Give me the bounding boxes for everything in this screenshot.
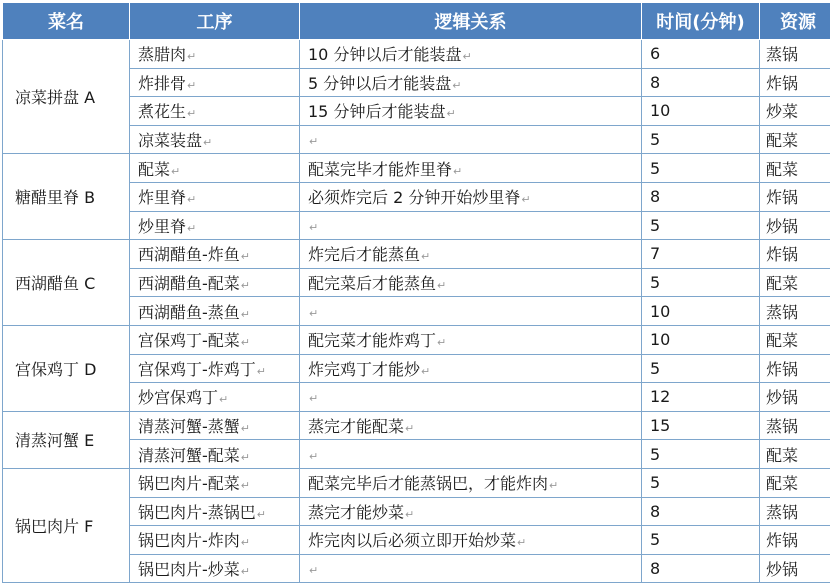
- resource-cell-text: 配菜: [766, 274, 799, 294]
- resource-cell-text: 炸锅: [766, 73, 799, 93]
- dish-name-cell: 凉菜拼盘 A: [3, 40, 130, 154]
- enter-mark-icon: ↵: [256, 507, 266, 521]
- time-cell: [642, 68, 760, 97]
- resource-cell: [760, 497, 830, 526]
- time-cell: [642, 497, 760, 526]
- enter-mark-icon: ↵: [187, 107, 197, 121]
- step-cell-text: 西湖醋鱼-配菜: [138, 274, 240, 294]
- resource-cell: [760, 383, 830, 412]
- logic-cell: [300, 182, 642, 211]
- time-cell: [642, 468, 760, 497]
- time-cell: [642, 411, 760, 440]
- step-cell: [130, 354, 300, 383]
- step-cell-text: 宫保鸡丁-炸鸡丁: [138, 359, 256, 379]
- enter-mark-icon: ↵: [309, 563, 319, 577]
- header-dish: 菜名: [3, 3, 130, 40]
- enter-mark-icon: ↵: [240, 279, 250, 293]
- enter-mark-icon: ↵: [187, 50, 197, 64]
- resource-cell: [760, 440, 830, 469]
- time-cell: [642, 125, 760, 154]
- step-cell: [130, 440, 300, 469]
- time-cell-text: 5: [650, 530, 661, 550]
- time-cell-text: 7: [650, 244, 661, 264]
- step-cell: [130, 182, 300, 211]
- enter-mark-icon: ↵: [171, 164, 181, 178]
- time-cell-text: 5: [650, 473, 661, 493]
- enter-mark-icon: ↵: [219, 393, 229, 407]
- resource-cell: [760, 297, 830, 326]
- logic-cell: [300, 440, 642, 469]
- logic-cell: [300, 526, 642, 555]
- enter-mark-icon: ↵: [437, 279, 447, 293]
- dish-name-cell: 糖醋里脊 B: [3, 154, 130, 240]
- logic-cell: [300, 468, 642, 497]
- dish-name-cell: 清蒸河蟹 E: [3, 411, 130, 468]
- time-cell-text: 8: [650, 187, 661, 207]
- step-cell-text: 西湖醋鱼-蒸鱼: [138, 302, 240, 322]
- logic-cell: [300, 125, 642, 154]
- resource-cell: [760, 125, 830, 154]
- step-cell: [130, 325, 300, 354]
- logic-cell: [300, 383, 642, 412]
- table-row: [3, 40, 830, 69]
- step-cell: [130, 411, 300, 440]
- logic-cell-text: 蒸完才能配菜: [308, 417, 405, 437]
- table-row: [3, 411, 830, 440]
- step-cell: [130, 97, 300, 126]
- step-cell: [130, 68, 300, 97]
- logic-cell: [300, 325, 642, 354]
- enter-mark-icon: ↵: [521, 193, 531, 207]
- resource-cell-text: 蒸锅: [766, 302, 799, 322]
- step-cell: [130, 297, 300, 326]
- resource-cell-text: 炸锅: [766, 359, 799, 379]
- enter-mark-icon: ↵: [453, 164, 463, 178]
- enter-mark-icon: ↵: [240, 479, 250, 493]
- dish-name-cell: 西湖醋鱼 C: [3, 240, 130, 326]
- enter-mark-icon: ↵: [421, 250, 431, 264]
- resource-cell: [760, 411, 830, 440]
- time-cell-text: 5: [650, 273, 661, 293]
- enter-mark-icon: ↵: [240, 564, 250, 578]
- resource-cell: [760, 526, 830, 555]
- enter-mark-icon: ↵: [240, 307, 250, 321]
- step-cell: [130, 125, 300, 154]
- logic-cell-text: 配完菜后才能蒸鱼: [308, 274, 437, 294]
- time-cell: [642, 325, 760, 354]
- dish-name-cell: 宫保鸡丁 D: [3, 325, 130, 411]
- resource-cell: [760, 68, 830, 97]
- step-cell-text: 炒里脊: [138, 216, 187, 236]
- table-body: [3, 40, 830, 583]
- resource-cell-text: 炒锅: [766, 216, 799, 236]
- step-cell-text: 煮花生: [138, 102, 187, 122]
- logic-cell-text: 15 分钟后才能装盘: [308, 102, 446, 122]
- resource-cell-text: 配菜: [766, 131, 799, 151]
- resource-cell: [760, 554, 830, 583]
- step-cell: [130, 468, 300, 497]
- header-row: [3, 3, 830, 40]
- step-cell-text: 炸里脊: [138, 188, 187, 208]
- enter-mark-icon: ↵: [309, 135, 319, 149]
- step-cell-text: 锅巴肉片-炒菜: [138, 559, 240, 579]
- step-cell-text: 锅巴肉片-配菜: [138, 474, 240, 494]
- resource-cell: [760, 154, 830, 183]
- header-resource: 资源: [760, 3, 830, 40]
- step-cell-text: 凉菜装盘: [138, 131, 203, 151]
- time-cell-text: 5: [650, 444, 661, 464]
- logic-cell-text: 配完菜才能炸鸡丁: [308, 331, 437, 351]
- resource-cell: [760, 97, 830, 126]
- enter-mark-icon: ↵: [240, 422, 250, 436]
- enter-mark-icon: ↵: [256, 364, 266, 378]
- logic-cell: [300, 97, 642, 126]
- resource-cell-text: 炒锅: [766, 388, 799, 408]
- resource-cell-text: 炒锅: [766, 559, 799, 579]
- time-cell-text: 15: [650, 416, 671, 436]
- enter-mark-icon: ↵: [240, 336, 250, 350]
- resource-cell-text: 炸锅: [766, 531, 799, 551]
- time-cell-text: 8: [650, 558, 661, 578]
- time-cell-text: 8: [650, 72, 661, 92]
- dish-name-cell: 锅巴肉片 F: [3, 468, 130, 582]
- step-cell: [130, 268, 300, 297]
- enter-mark-icon: ↵: [187, 221, 197, 235]
- time-cell: [642, 554, 760, 583]
- step-cell: [130, 383, 300, 412]
- step-cell-text: 锅巴肉片-蒸锅巴: [138, 502, 256, 522]
- enter-mark-icon: ↵: [309, 449, 319, 463]
- resource-cell-text: 配菜: [766, 159, 799, 179]
- time-cell-text: 5: [650, 358, 661, 378]
- enter-mark-icon: ↵: [405, 507, 415, 521]
- time-cell: [642, 354, 760, 383]
- step-cell: [130, 154, 300, 183]
- step-cell-text: 蒸腊肉: [138, 45, 187, 65]
- enter-mark-icon: ↵: [240, 450, 250, 464]
- time-cell-text: 5: [650, 158, 661, 178]
- logic-cell: [300, 154, 642, 183]
- time-cell: [642, 211, 760, 240]
- logic-cell-text: 5 分钟以后才能装盘: [308, 73, 452, 93]
- resource-cell: [760, 354, 830, 383]
- enter-mark-icon: ↵: [203, 136, 213, 150]
- time-cell-text: 5: [650, 215, 661, 235]
- resource-cell: [760, 182, 830, 211]
- resource-cell: [760, 268, 830, 297]
- step-cell: [130, 554, 300, 583]
- enter-mark-icon: ↵: [437, 336, 447, 350]
- time-cell: [642, 383, 760, 412]
- resource-cell-text: 蒸锅: [766, 45, 799, 65]
- logic-cell-text: 炸完鸡丁才能炒: [308, 359, 421, 379]
- enter-mark-icon: ↵: [421, 364, 431, 378]
- logic-cell-text: 配菜完毕才能炸里脊: [308, 159, 453, 179]
- enter-mark-icon: ↵: [517, 536, 527, 550]
- logic-cell-text: 必须炸完后 2 分钟开始炒里脊: [308, 188, 521, 208]
- enter-mark-icon: ↵: [187, 78, 197, 92]
- resource-cell-text: 炸锅: [766, 188, 799, 208]
- time-cell: [642, 182, 760, 211]
- header-logic: 逻辑关系: [300, 3, 642, 40]
- enter-mark-icon: ↵: [187, 193, 197, 207]
- enter-mark-icon: ↵: [309, 306, 319, 320]
- time-cell-text: 6: [650, 44, 661, 64]
- logic-cell-text: 炸完肉以后必须立即开始炒菜: [308, 531, 517, 551]
- resource-cell-text: 蒸锅: [766, 417, 799, 437]
- time-cell: [642, 240, 760, 269]
- process-table: [2, 2, 830, 583]
- enter-mark-icon: ↵: [240, 536, 250, 550]
- resource-cell-text: 配菜: [766, 445, 799, 465]
- resource-cell: [760, 40, 830, 69]
- step-cell-text: 西湖醋鱼-炸鱼: [138, 245, 240, 265]
- step-cell-text: 配菜: [138, 159, 171, 179]
- table-row: [3, 468, 830, 497]
- resource-cell: [760, 240, 830, 269]
- time-cell-text: 10: [650, 330, 671, 350]
- logic-cell: [300, 297, 642, 326]
- time-cell: [642, 526, 760, 555]
- step-cell: [130, 40, 300, 69]
- time-cell: [642, 154, 760, 183]
- resource-cell-text: 炒菜: [766, 102, 799, 122]
- resource-cell: [760, 468, 830, 497]
- resource-cell-text: 炸锅: [766, 245, 799, 265]
- logic-cell-text: 配菜完毕后才能蒸锅巴，才能炸肉: [308, 474, 549, 494]
- time-cell: [642, 97, 760, 126]
- resource-cell: [760, 211, 830, 240]
- logic-cell: [300, 497, 642, 526]
- step-cell: [130, 497, 300, 526]
- enter-mark-icon: ↵: [309, 220, 319, 234]
- logic-cell: [300, 240, 642, 269]
- step-cell-text: 炸排骨: [138, 73, 187, 93]
- logic-cell-text: 蒸完才能炒菜: [308, 502, 405, 522]
- resource-cell-text: 配菜: [766, 474, 799, 494]
- logic-cell: [300, 68, 642, 97]
- enter-mark-icon: ↵: [462, 50, 472, 64]
- step-cell-text: 清蒸河蟹-蒸蟹: [138, 417, 240, 437]
- header-step: 工序: [130, 3, 300, 40]
- resource-cell: [760, 325, 830, 354]
- step-cell-text: 炒宫保鸡丁: [138, 388, 219, 408]
- header-time: 时间(分钟): [642, 3, 760, 40]
- step-cell-text: 锅巴肉片-炸肉: [138, 531, 240, 551]
- resource-cell-text: 蒸锅: [766, 502, 799, 522]
- time-cell: [642, 268, 760, 297]
- enter-mark-icon: ↵: [549, 479, 559, 493]
- step-cell: [130, 526, 300, 555]
- time-cell: [642, 40, 760, 69]
- time-cell-text: 10: [650, 101, 671, 121]
- logic-cell: [300, 40, 642, 69]
- step-cell-text: 清蒸河蟹-配菜: [138, 445, 240, 465]
- logic-cell: [300, 554, 642, 583]
- enter-mark-icon: ↵: [452, 78, 462, 92]
- step-cell-text: 宫保鸡丁-配菜: [138, 331, 240, 351]
- time-cell-text: 8: [650, 501, 661, 521]
- enter-mark-icon: ↵: [240, 250, 250, 264]
- time-cell-text: 5: [650, 130, 661, 150]
- table-row: [3, 325, 830, 354]
- logic-cell: [300, 411, 642, 440]
- step-cell: [130, 211, 300, 240]
- enter-mark-icon: ↵: [309, 392, 319, 406]
- logic-cell: [300, 268, 642, 297]
- table-row: [3, 154, 830, 183]
- time-cell-text: 10: [650, 301, 671, 321]
- resource-cell-text: 配菜: [766, 331, 799, 351]
- time-cell-text: 12: [650, 387, 671, 407]
- step-cell: [130, 240, 300, 269]
- enter-mark-icon: ↵: [446, 107, 456, 121]
- logic-cell: [300, 354, 642, 383]
- logic-cell-text: 10 分钟以后才能装盘: [308, 45, 462, 65]
- enter-mark-icon: ↵: [405, 422, 415, 436]
- logic-cell-text: 炸完后才能蒸鱼: [308, 245, 421, 265]
- logic-cell: [300, 211, 642, 240]
- table-row: [3, 240, 830, 269]
- time-cell: [642, 297, 760, 326]
- time-cell: [642, 440, 760, 469]
